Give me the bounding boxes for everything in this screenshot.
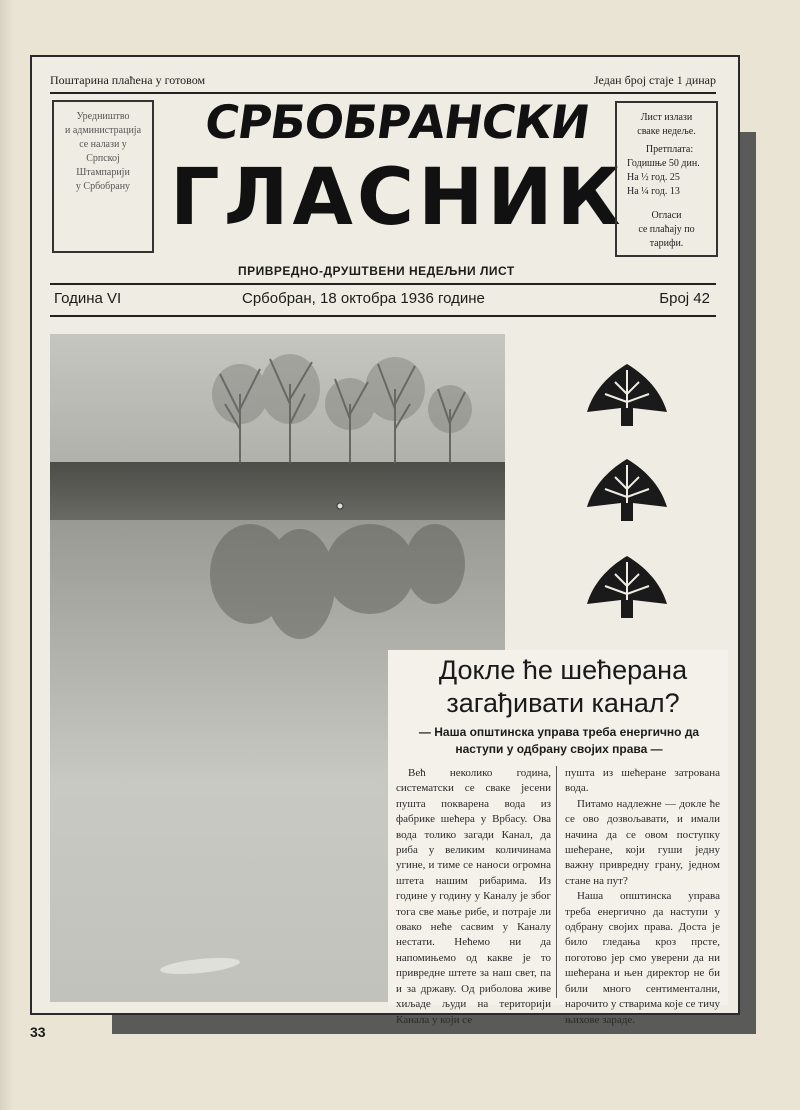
editorial-box: [52, 100, 154, 253]
date-rule-top: [50, 283, 716, 285]
price-quarter: На ¼ год. 13: [627, 186, 680, 197]
scan-edge: [0, 0, 14, 1110]
spruce-icon: [585, 362, 669, 428]
newspaper-page: [30, 55, 740, 1026]
editorial-line: у Србобрану: [75, 181, 131, 192]
editorial-line: Штампарији: [76, 167, 130, 178]
page-number: 33: [30, 1024, 46, 1040]
article-deck: — Наша општинска управа треба енергично да наступи у одбрану својих права —: [418, 725, 700, 756]
postage-note: Поштарина плаћена у готовом: [50, 73, 206, 87]
top-rule: [50, 92, 716, 94]
price-half: На ½ год. 25: [627, 172, 680, 183]
price-note: Један број стаје 1 динар: [593, 73, 716, 87]
article-headline: Докле ће шећерана загађивати канал?: [438, 655, 688, 718]
article-paragraph: пушта из шећеране затрована вода.: [565, 767, 720, 795]
subscription-box: [615, 101, 718, 257]
price-year: Годишње 50 дин.: [627, 158, 700, 169]
price-title: Претплата:: [645, 144, 694, 155]
article-paragraph: Наша општинска управа треба енергично да наступи у одбрану својих права. Доста је било гледања кроз прсте, поготово јер смо уверени да ни шећерана и њен директор не би били много сентиментални, нарочито у стварима које се тичу њихове зараде.: [565, 890, 720, 1026]
editorial-line: се налази у: [79, 139, 127, 150]
ads-line: тарифи.: [649, 238, 684, 249]
article-box: [388, 650, 728, 1026]
article-column-2: [565, 766, 720, 1028]
price-list: [621, 143, 712, 199]
spruce-icon: [585, 457, 669, 523]
issue-number: Број 42: [659, 290, 710, 307]
spruce-icon: [585, 554, 669, 620]
masthead-subtitle: ПРИВРЕДНО-ДРУШТВЕНИ НЕДЕЉНИ ЛИСТ: [238, 264, 515, 278]
info-line: Лист излази: [640, 112, 693, 123]
info-line: сваке недеље.: [637, 126, 696, 137]
editorial-line: и администрација: [64, 125, 142, 136]
place-date: Србобран, 18 октобра 1936 године: [242, 290, 485, 307]
column-divider: [556, 766, 557, 998]
ads-line: се плаћају по: [638, 224, 695, 235]
ads-line: Огласи: [651, 210, 682, 221]
year-label: Година VI: [54, 290, 122, 307]
editorial-line: Уредништво: [76, 111, 130, 122]
editorial-line: Српској: [86, 153, 120, 164]
article-column-1: [396, 766, 551, 1028]
article-paragraph: Већ неколико година, систематски се сваке јесени пушта покварена вода из фабрике шећера у Врбасу. Ова вода толико загади Канал, да риба у великим количинама угине, и тиме се наноси огромна штета нашим рибарима. Из године у годину у Каналу је због тога све мање рибе, и потраје ли овако неће сасвим у Каналу нестати. Нећемо ни да напомињемо од какве је то привредне штете за наш свет, па и за државу. Од риболова живе хиљаде људи на територији Канала у који се: [396, 767, 551, 1026]
masthead-title-top: СРБОБРАНСКИ: [201, 95, 593, 149]
date-rule-bottom: [50, 315, 716, 317]
masthead-title-bottom: ГЛАСНИК: [170, 153, 625, 243]
article-paragraph: Питамо надлежне — докле ће се ово дозвољавати, и имали начина да се овом поступку шећеране, који гуши једну важну привредну грану, једном стане на пут?: [565, 797, 720, 887]
